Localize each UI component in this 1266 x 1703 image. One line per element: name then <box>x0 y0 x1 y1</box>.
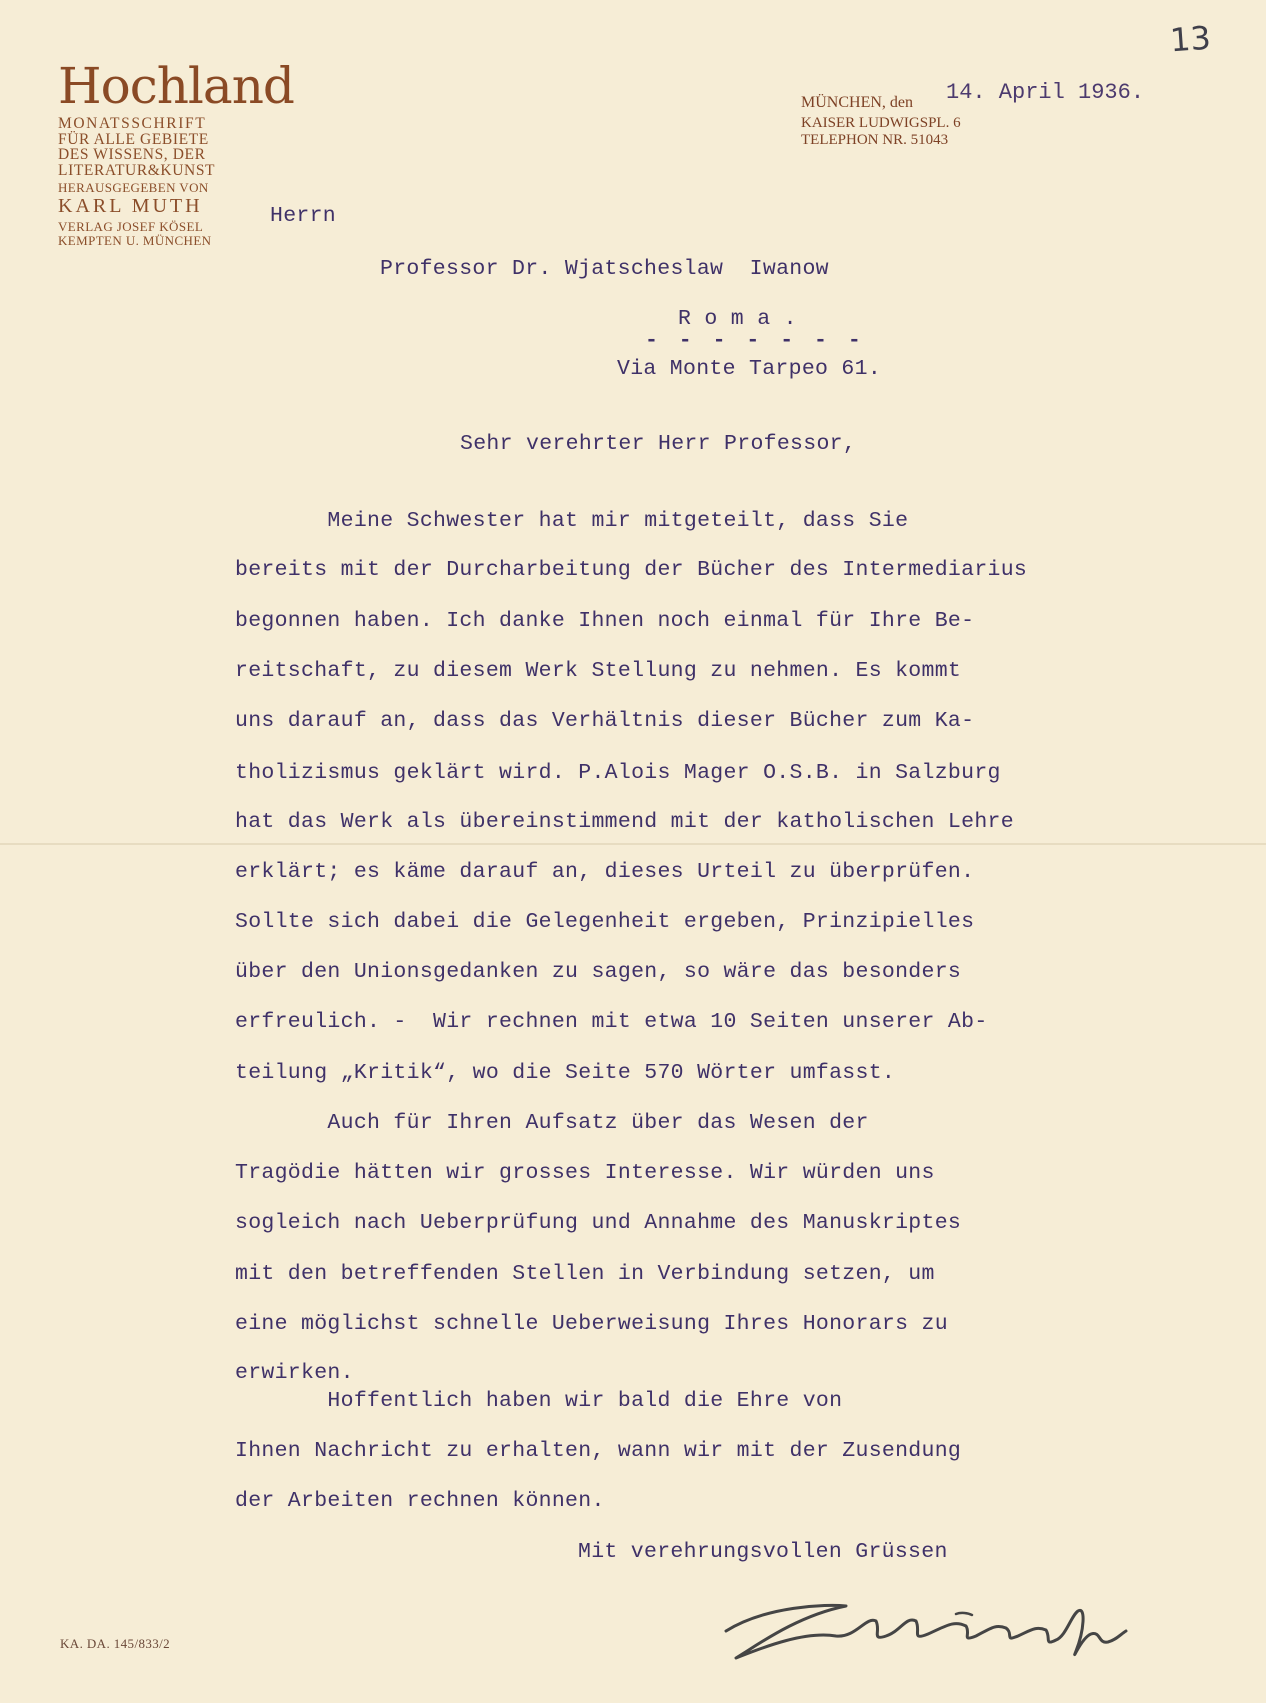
letter-date: 14. April 1936. <box>946 80 1145 105</box>
body-line: hat das Werk als übereinstimmend mit der katholischen Lehre <box>235 810 1014 834</box>
place-block <box>801 94 961 149</box>
place-city-line <box>801 94 961 112</box>
place-telephone: TELEPHON NR. 51043 <box>801 132 949 148</box>
body-line: Auch für Ihren Aufsatz über das Wesen der <box>235 1111 869 1135</box>
greeting: Sehr verehrter Herr Professor, <box>460 432 857 456</box>
letterhead-line-2: FÜR ALLE GEBIETE <box>58 130 209 148</box>
body-line: eine möglichst schnelle Ueberweisung Ihres Honorars zu <box>235 1312 948 1336</box>
body-line: Tragödie hätten wir grosses Interesse. Wir würden uns <box>235 1161 935 1185</box>
recipient-herrn: Herrn <box>270 204 337 228</box>
fold-crease <box>0 843 1266 845</box>
recipient-name: Professor Dr. Wjatscheslaw Iwanow <box>380 257 829 281</box>
body-line: erklärt; es käme darauf an, dieses Urteil zu überprüfen. <box>235 860 975 884</box>
body-line: erfreulich. - Wir rechnen mit etwa 10 Seiten unserer Ab- <box>235 1010 988 1034</box>
place-city: MÜNCHEN, <box>801 94 886 111</box>
signature <box>706 1576 1146 1676</box>
letterhead-line-3: DES WISSENS, DER <box>58 146 206 163</box>
body-line: bereits mit der Durcharbeitung der Bücher des Intermediarius <box>235 558 1028 582</box>
letterhead-publisher-1: VERLAG JOSEF KÖSEL <box>58 219 204 234</box>
closing: Mit verehrungsvollen Grüssen <box>578 1540 948 1564</box>
body-line: reitschaft, zu diesem Werk Stellung zu nehmen. Es kommt <box>235 659 962 683</box>
recipient-city: R o m a . <box>678 307 797 331</box>
body-line: Sollte sich dabei die Gelegenheit ergeben, Prinzipielles <box>235 910 975 934</box>
body-line: der Arbeiten rechnen können. <box>235 1489 605 1513</box>
letterhead <box>58 57 294 248</box>
letterhead-editor: KARL MUTH <box>58 195 203 217</box>
body-line: erwirken. <box>235 1361 354 1385</box>
body-line: tholizismus geklärt wird. P.Alois Mager O.S.B. in Salzburg <box>235 761 1001 785</box>
letterhead-line-1: MONATSSCHRIFT <box>58 115 207 132</box>
body-line: teilung „Kritik“, wo die Seite 570 Wörter umfasst. <box>235 1061 896 1085</box>
body-line: mit den betreffenden Stellen in Verbindung setzen, um <box>235 1262 935 1286</box>
archive-reference: KA. DA. 145/833/2 <box>60 1636 171 1651</box>
place-address: KAISER LUDWIGSPL. 6 <box>801 115 961 131</box>
archive-mark: 13 <box>1168 18 1212 60</box>
letterhead-publisher-2: KEMPTEN U. MÜNCHEN <box>58 233 212 248</box>
body-line: Hoffentlich haben wir bald die Ehre von <box>235 1389 843 1413</box>
body-line: sogleich nach Ueberprüfung und Annahme des Manuskriptes <box>235 1211 962 1235</box>
body-line: Meine Schwester hat mir mitgeteilt, dass Sie <box>235 509 909 533</box>
body-line: uns darauf an, dass das Verhältnis dieser Bücher zum Ka- <box>235 709 975 733</box>
hochland-logo: Hochland <box>58 57 294 115</box>
recipient-street: Via Monte Tarpeo 61. <box>617 357 882 381</box>
letterhead-line-4: LITERATUR&KUNST <box>58 161 216 179</box>
body-line: über den Unionsgedanken zu sagen, so wäre das besonders <box>235 960 962 984</box>
body-line: begonnen haben. Ich danke Ihnen noch einmal für Ihre Be- <box>235 609 975 633</box>
recipient-city-underline: - - - - - - - <box>645 329 865 353</box>
letterhead-editor-intro: HERAUSGEGEBEN VON <box>58 180 209 195</box>
body-line: Ihnen Nachricht zu erhalten, wann wir mit der Zusendung <box>235 1439 962 1463</box>
place-den: den <box>889 94 913 111</box>
